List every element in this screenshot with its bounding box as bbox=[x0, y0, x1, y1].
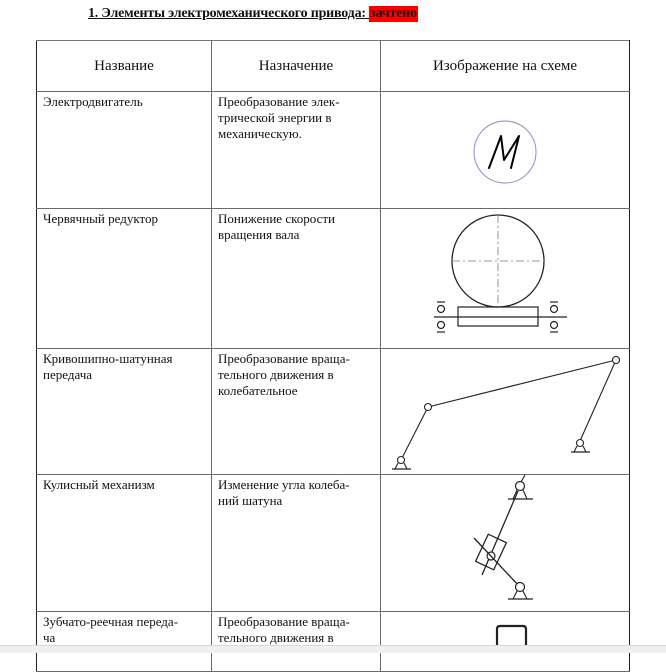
column-header-name: Название bbox=[37, 41, 212, 92]
section-heading bbox=[88, 6, 418, 22]
worm-gear-icon bbox=[381, 209, 629, 348]
cell-purpose: Преобразование элек- трической энергии в механическую. bbox=[212, 92, 381, 209]
slotted-link-icon bbox=[381, 475, 629, 611]
table-header-row bbox=[37, 41, 630, 92]
cell-name: Электродвигатель bbox=[37, 92, 212, 209]
cell-purpose: Преобразование враща- тельного движения в bbox=[212, 612, 381, 672]
status-badge: зачтено bbox=[370, 6, 417, 21]
table-row bbox=[37, 612, 630, 672]
section-title: 1. Элементы электромеханического привода: bbox=[88, 6, 366, 21]
column-header-purpose: Назначение bbox=[212, 41, 381, 92]
cell-name: Зубчато-реечная переда- ча bbox=[37, 612, 212, 672]
cell-purpose: Понижение скорости вращения вала bbox=[212, 209, 381, 349]
cell-purpose: Преобразование враща- тельного движения в колебательное bbox=[212, 349, 381, 475]
cell-image bbox=[381, 92, 630, 209]
rack-pinion-icon bbox=[381, 612, 629, 671]
crank-rocker-icon bbox=[381, 349, 629, 474]
column-header-image: Изображение на схеме bbox=[381, 41, 630, 92]
table-row bbox=[37, 92, 630, 209]
electric-motor-icon bbox=[381, 92, 629, 208]
cell-image bbox=[381, 349, 630, 475]
cell-name: Червячный редуктор bbox=[37, 209, 212, 349]
cell-image bbox=[381, 475, 630, 612]
cell-purpose: Изменение угла колеба- ний шатуна bbox=[212, 475, 381, 612]
cell-image bbox=[381, 612, 630, 672]
table-row bbox=[37, 475, 630, 612]
table-row bbox=[37, 209, 630, 349]
cell-name: Кулисный механизм bbox=[37, 475, 212, 612]
cell-name: Кривошипно-шатунная передача bbox=[37, 349, 212, 475]
elements-table bbox=[36, 40, 630, 672]
cell-image bbox=[381, 209, 630, 349]
table-row bbox=[37, 349, 630, 475]
